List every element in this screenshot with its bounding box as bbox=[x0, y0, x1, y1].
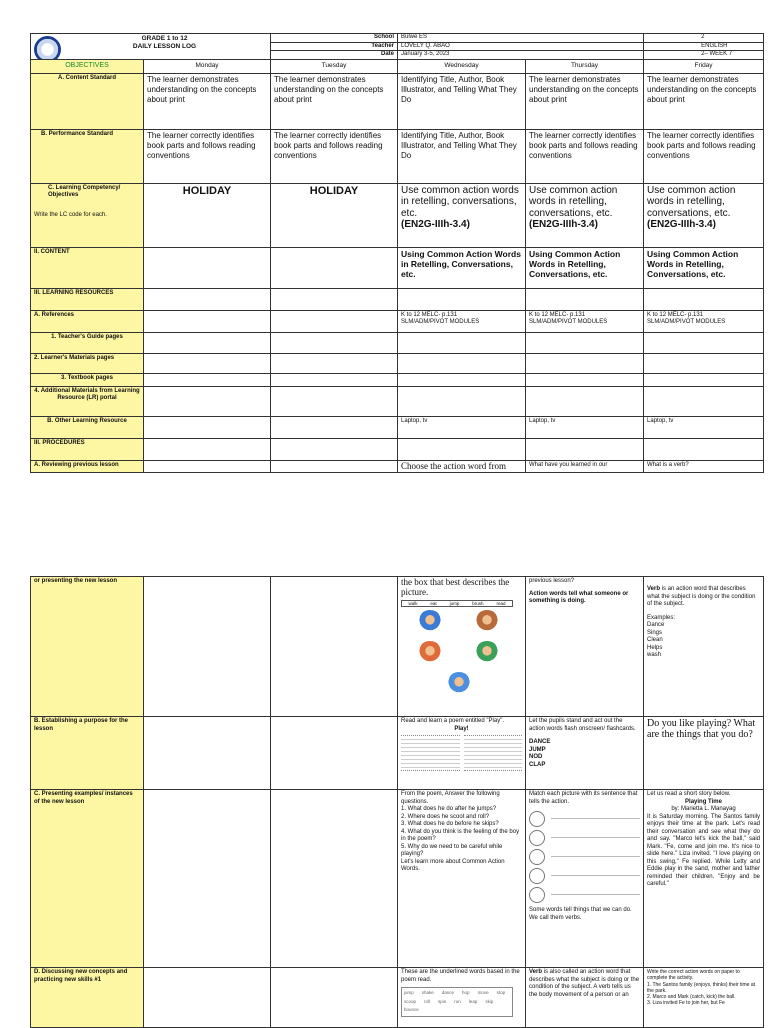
content-mon bbox=[144, 247, 271, 288]
review-label: A. Reviewing previous lesson bbox=[31, 460, 144, 473]
word-item: move bbox=[477, 990, 489, 995]
underlined-words-intro: These are the underlined words based in the poem read. bbox=[401, 969, 520, 983]
activity-item: 2. Marco and Mark (catch, kick) the ball. bbox=[647, 994, 736, 1000]
verb-explanation: is also called an action word that describes what the subject is doing or the condition of the subject. A verb tells us the body movement of a person or an bbox=[529, 969, 640, 998]
activity-intro: Write the correct action words on paper to complete the activity. bbox=[647, 969, 740, 982]
question-item: 5. Why do we need to be careful while playing? bbox=[401, 843, 503, 857]
objectives-header: OBJECTIVES bbox=[31, 59, 144, 73]
word-item: roll bbox=[424, 998, 431, 1004]
procedures-label: III. PROCEDURES bbox=[31, 438, 144, 460]
resources-mon bbox=[144, 288, 271, 310]
discussing-fri bbox=[644, 968, 764, 1028]
ref-line1: K to 12 MELC- p.131 bbox=[401, 311, 458, 318]
ref-line1: K to 12 MELC- p.131 bbox=[647, 311, 704, 318]
discussing-thu bbox=[526, 968, 644, 1028]
competency-wed bbox=[398, 183, 526, 247]
competency-text: Use common action words in retelling, conversations, etc. bbox=[401, 184, 519, 219]
lr-portal-label: 4. Additional Materials from Learning Resource (LR) portal bbox=[31, 386, 144, 416]
match-intro: Match each picture with its sentence that tells the action. bbox=[529, 791, 638, 805]
flash-word: CLAP bbox=[529, 761, 546, 768]
teacher-value: LOVELY Q. ABAO bbox=[398, 42, 644, 51]
verb-term: Verb bbox=[647, 586, 661, 592]
presenting-wed bbox=[398, 790, 526, 968]
grade-level-cell bbox=[644, 34, 764, 43]
date-value: January 3-5, 2023 bbox=[398, 51, 644, 60]
action-word-box bbox=[401, 600, 513, 608]
references-mon bbox=[144, 310, 271, 332]
performance-standard-label: B. Performance Standard bbox=[31, 129, 144, 183]
ref-line2: SLM/ADM/PIVOT MODULES bbox=[401, 319, 480, 325]
flash-word: DANCE bbox=[529, 739, 551, 745]
content-std-tue: The learner demonstrates understanding on the concepts about print bbox=[271, 73, 398, 129]
presenting-label: C. Presenting examples/ instances of the new lesson bbox=[31, 790, 144, 968]
example-item: wash bbox=[647, 652, 662, 658]
discussing-wed bbox=[398, 968, 526, 1028]
example-item: Dance bbox=[647, 622, 665, 628]
day-tuesday: Tuesday bbox=[271, 59, 398, 73]
flash-word: JUMP bbox=[529, 746, 546, 753]
brushing-teeth-icon bbox=[416, 641, 444, 669]
word-item: jump bbox=[449, 600, 460, 606]
lesson-log-table-continued bbox=[30, 576, 764, 1028]
textbook-label: 3. Textbook pages bbox=[31, 373, 144, 386]
page-1 bbox=[30, 33, 763, 473]
references-thu bbox=[526, 310, 644, 332]
resources-wed bbox=[398, 288, 526, 310]
resources-fri bbox=[644, 288, 764, 310]
competency-fri bbox=[644, 183, 764, 247]
references-tue bbox=[271, 310, 398, 332]
question-item: 3. What does he do before he skips? bbox=[401, 821, 499, 827]
word-item: jump bbox=[404, 990, 414, 995]
day-friday: Friday bbox=[644, 59, 764, 73]
example-item: Clean bbox=[647, 637, 663, 643]
holiday-mon: HOLIDAY bbox=[144, 183, 271, 247]
deped-seal-icon bbox=[34, 36, 61, 59]
page-2 bbox=[30, 576, 763, 1028]
examples-label: Examples: bbox=[647, 614, 676, 621]
review-fri: What is a verb? bbox=[644, 460, 764, 473]
content-label: II. CONTENT bbox=[31, 247, 144, 288]
picture-row-2 bbox=[401, 641, 516, 669]
story-intro: Let us read a short story below. bbox=[647, 791, 731, 797]
teachers-guide-label: 1. Teacher's Guide pages bbox=[31, 332, 144, 353]
action-words-definition: Action words tell what someone or something is doing. bbox=[529, 590, 629, 604]
word-item: skip bbox=[485, 998, 494, 1004]
resources-thu bbox=[526, 288, 644, 310]
word-item: shake bbox=[421, 990, 434, 995]
references-label: A. References bbox=[31, 310, 144, 332]
review-cont-thu bbox=[526, 577, 644, 717]
underlined-words-box bbox=[401, 987, 513, 1017]
content-standard-label: A. Content Standard bbox=[31, 73, 144, 129]
quarter-cell bbox=[644, 51, 764, 60]
content-std-wed: Identifying Title, Author, Book Illustrator, and Telling What They Do bbox=[398, 73, 526, 129]
content-std-thu: The learner demonstrates understanding on the concepts about print bbox=[526, 73, 644, 129]
review-wed-text: the box that best describes the picture. bbox=[401, 577, 510, 597]
activity-item: 3. Liza invited Fe to join her, but Fe bbox=[647, 1000, 725, 1007]
purpose-thu-text: Let the pupils stand and act out the action words flash onscreen/ flashcards. bbox=[529, 718, 636, 732]
content-tue bbox=[271, 247, 398, 288]
word-item: stop bbox=[496, 990, 506, 995]
lc-code-note: Write the LC code for each. bbox=[34, 212, 107, 219]
perf-std-wed: Identifying Title, Author, Book Illustrator, and Telling What They Do bbox=[398, 129, 526, 183]
word-item: spin bbox=[438, 998, 447, 1004]
day-thursday: Thursday bbox=[526, 59, 644, 73]
content-std-fri: The learner demonstrates understanding on the concepts about print bbox=[644, 73, 764, 129]
example-item: Helps bbox=[647, 644, 663, 651]
resources-tue bbox=[271, 288, 398, 310]
log-title: DAILY LESSON LOG bbox=[132, 43, 197, 51]
content-thu: Using Common Action Words in Retelling, Conversations, etc. bbox=[526, 247, 644, 288]
word-item: dance bbox=[441, 990, 455, 995]
word-item: leap bbox=[468, 998, 478, 1004]
competency-code: (EN2G-IIIh-3.4) bbox=[529, 219, 598, 230]
story-author: by: Marietta L. Manayag bbox=[671, 806, 736, 812]
activity-item: 1. The Santos family (enjoys, thinks) their time at the park. bbox=[647, 981, 756, 994]
story-title: Playing Time bbox=[685, 798, 722, 805]
verb-definition: is an action word that describes what the subject is doing or the condition of the subject. bbox=[647, 586, 756, 607]
picture-row-3 bbox=[401, 672, 516, 700]
competency-thu bbox=[526, 183, 644, 247]
resources-label: III. LEARNING RESOURCES bbox=[31, 288, 144, 310]
question-item: 4. What do you think is the feeling of the boy in the poem? bbox=[401, 828, 520, 842]
running-boy-icon bbox=[416, 610, 444, 638]
word-item: walk bbox=[408, 600, 418, 606]
competency-label: C. Learning Competency/ Objectives bbox=[48, 184, 121, 199]
jumping-boy-icon bbox=[445, 672, 473, 700]
content-fri: Using Common Action Words in Retelling, Conversations, etc. bbox=[644, 247, 764, 288]
day-wednesday: Wednesday bbox=[398, 59, 526, 73]
word-item: run bbox=[454, 998, 461, 1004]
competency-cell bbox=[31, 183, 144, 247]
word-item: bounce bbox=[404, 1007, 419, 1013]
perf-std-thu: The learner correctly identifies book parts and follows reading conventions bbox=[526, 129, 644, 183]
content-std-mon: The learner demonstrates understanding on the concepts about print bbox=[144, 73, 271, 129]
learners-materials-label: 2. Learner's Materials pages bbox=[31, 353, 144, 373]
question-item: 1. What does he do after he jumps? bbox=[401, 806, 497, 812]
competency-text: Use common action words in retelling, conversations, etc. bbox=[529, 184, 618, 219]
perf-std-tue: The learner correctly identifies book parts and follows reading conventions bbox=[271, 129, 398, 183]
review-cont-wed bbox=[398, 577, 526, 717]
example-item: Sings bbox=[647, 629, 663, 636]
other-resource-fri: Laptop, tv bbox=[644, 416, 764, 438]
review-wed: Choose the action word from bbox=[398, 460, 526, 473]
review-thu-question: previous lesson? bbox=[529, 578, 575, 584]
story-text: It is Saturday morning. The Santos family enjoys their time at the park. Let's read their conversation and see what they do and say. "Marco let's kick the ball," said Mark. "Fe, come and join me. It's nice to slide here." Liza invited. "I love playing on this swing," Fe replied. While Letty and Eddie play in the sand, mother and father reminded their children. "Enjoy and be careful." bbox=[647, 813, 760, 887]
presenting-fri bbox=[644, 790, 764, 968]
flash-word: NOD bbox=[529, 754, 543, 760]
poem-text-image bbox=[401, 735, 522, 771]
school-value: Bulwe ES bbox=[398, 34, 644, 43]
lesson-log-table bbox=[30, 33, 764, 473]
questions-intro: From the poem, Answer the following questions. bbox=[401, 791, 500, 805]
purpose-label: B. Establishing a purpose for the lesson bbox=[31, 717, 144, 790]
review-thu: What have you learned in our bbox=[526, 460, 644, 473]
school-label: School bbox=[271, 34, 398, 43]
perf-std-fri: The learner correctly identifies book parts and follows reading conventions bbox=[644, 129, 764, 183]
questions-outro: Let's learn more about Common Action Words. bbox=[401, 858, 505, 872]
references-fri bbox=[644, 310, 764, 332]
word-item: scoop bbox=[404, 998, 417, 1004]
quarter-value: 2– WEEK 7 bbox=[701, 51, 733, 57]
grade-line: GRADE 1 to 12 bbox=[141, 35, 188, 42]
other-resource-wed: Laptop, tv bbox=[398, 416, 526, 438]
question-item: 2. Where does he scoot and roll? bbox=[401, 813, 490, 820]
purpose-thu bbox=[526, 717, 644, 790]
discussing-label: D. Discussing new concepts and practicing new skills #1 bbox=[31, 968, 144, 1028]
header-title-cell bbox=[31, 34, 271, 60]
purpose-wed bbox=[398, 717, 526, 790]
presenting-thu bbox=[526, 790, 644, 968]
subject-value: ENGLISH bbox=[701, 42, 728, 49]
verbs-note: Some words tell things that we can do. We call them verbs. bbox=[529, 907, 632, 921]
date-label: Date bbox=[271, 51, 398, 60]
competency-code: (EN2G-IIIh-3.4) bbox=[647, 219, 716, 230]
ref-line2: SLM/ADM/PIVOT MODULES bbox=[647, 319, 726, 325]
kids-eating-icon bbox=[473, 610, 501, 638]
poem-intro: Read and learn a poem entitled "Play". bbox=[401, 718, 504, 724]
review-cont-label: or presenting the new lesson bbox=[31, 577, 144, 717]
references-wed bbox=[398, 310, 526, 332]
other-resource-label: B. Other Learning Resource bbox=[31, 416, 144, 438]
competency-text: Use common action words in retelling, conversations, etc. bbox=[647, 184, 736, 219]
competency-code: (EN2G-IIIh-3.4) bbox=[401, 219, 470, 230]
word-item: hop bbox=[462, 990, 470, 995]
ref-line1: K to 12 MELC- p.131 bbox=[529, 311, 586, 318]
perf-std-mon: The learner correctly identifies book parts and follows reading conventions bbox=[144, 129, 271, 183]
matching-pictures bbox=[529, 809, 640, 904]
holiday-tue: HOLIDAY bbox=[271, 183, 398, 247]
verb-term: Verb bbox=[529, 969, 543, 975]
other-resource-thu: Laptop, tv bbox=[526, 416, 644, 438]
purpose-fri: Do you like playing? What are the things that you do? bbox=[644, 717, 764, 790]
teacher-label: Teacher bbox=[271, 42, 398, 51]
picture-row-1 bbox=[401, 610, 516, 638]
day-monday: Monday bbox=[144, 59, 271, 73]
word-item: read bbox=[496, 600, 506, 606]
subject-cell bbox=[644, 42, 764, 51]
grade-level-value: 2 bbox=[701, 34, 705, 40]
review-cont-fri bbox=[644, 577, 764, 717]
content-wed: Using Common Action Words in Retelling, Conversations, etc. bbox=[398, 247, 526, 288]
word-item: brush bbox=[472, 600, 484, 606]
word-item: eat bbox=[430, 600, 437, 606]
ref-line2: SLM/ADM/PIVOT MODULES bbox=[529, 319, 608, 325]
reading-boy-icon bbox=[473, 641, 501, 669]
poem-title: Play! bbox=[454, 725, 469, 732]
